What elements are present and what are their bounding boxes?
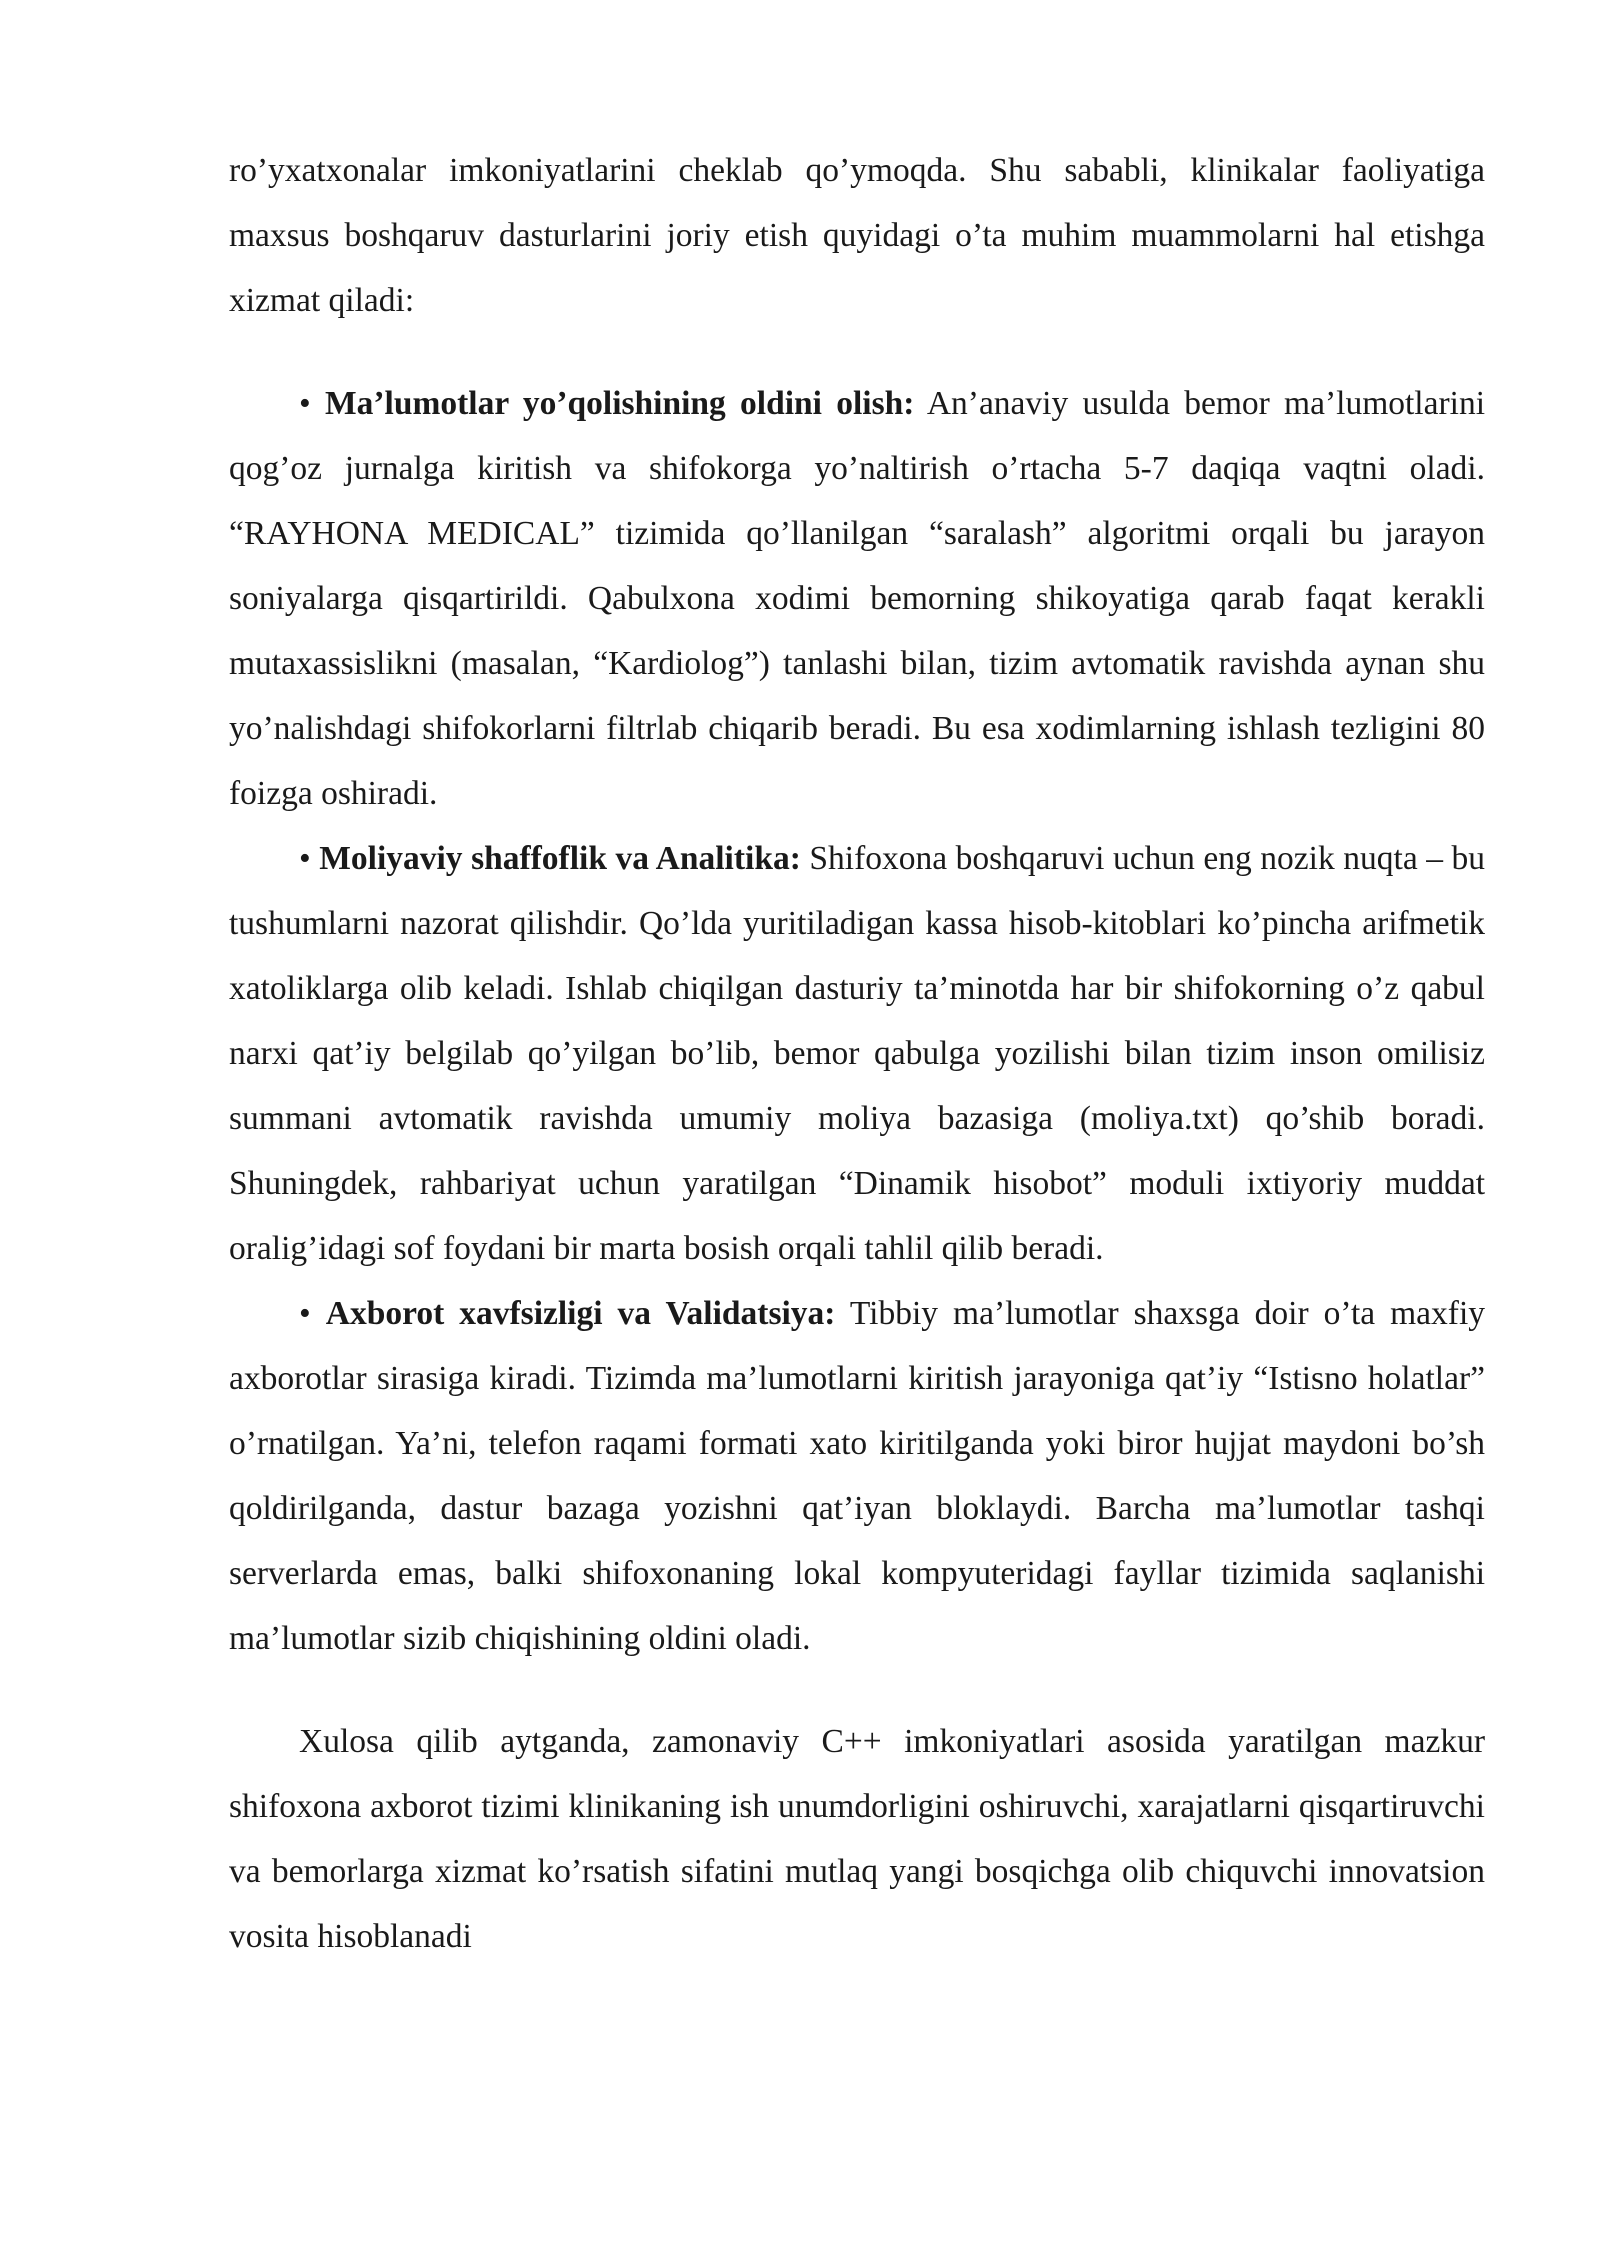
bullet-item-data-loss (229, 371, 1485, 826)
bullet-heading: Ma’lumotlar yo’qolishining oldini olish: (325, 385, 915, 422)
intro-paragraph: ro’yxatxonalar imkoniyatlarini cheklab qo’ymoqda. Shu sababli, klinikalar faoliyatiga maxsus boshqaruv dasturlarini joriy etish quyidagi o’ta muhim muammolarni hal etishga xizmat qiladi: (229, 152, 1485, 319)
conclusion-paragraph: Xulosa qilib aytganda, zamonaviy C++ imkoniyatlari asosida yaratilgan mazkur shifoxona axborot tizimi klinikaning ish unumdorligini oshiruvchi, xarajatlarni qisqartiruvchi va bemorlarga xizmat ko’rsatish sifatini mutlaq yangi bosqichga olib chiquvchi innovatsion vosita hisoblanadi (229, 1723, 1485, 1955)
bullet-heading: Axborot xavfsizligi va Validatsiya: (325, 1295, 836, 1332)
bullet-text: Tibbiy ma’lumotlar shaxsga doir o’ta maxfiy axborotlar sirasiga kiradi. Tizimda ma’lumotlarni kiritish jarayoniga qat’iy “Istisno holatlar” o’rnatilgan. Ya’ni, telefon raqami formati xato kiritilganda yoki biror hujjat maydoni bo’sh qoldirilganda, dastur bazaga yozishni qat’iyan bloklaydi. Barcha ma’lumotlar tashqi serverlarda emas, balki shifoxonaning lokal kompyuteridagi fayllar tizimida saqlanishi ma’lumotlar sizib chiqishining oldini oladi. (229, 1295, 1486, 1657)
bullet-heading: Moliyaviy shaffoflik va Analitika: (319, 840, 801, 877)
bullet-text: An’anaviy usulda bemor ma’lumotlarini qog’oz jurnalga kiritish va shifokorga yo’naltirish o’rtacha 5-7 daqiqa vaqtni oladi. “RAYHONA MEDICAL” tizimida qo’llanilgan “saralash” algoritmi orqali bu jarayon soniyalarga qisqartirildi. Qabulxona xodimi bemorning shikoyatiga qarab faqat kerakli mutaxassislikni (masalan, “Kardiolog”) tanlashi bilan, tizim avtomatik ravishda aynan shu yo’nalishdagi shifokorlarni filtrlab chiqarib beradi. Bu esa xodimlarning ishlash tezligini 80 foizga oshiradi. (229, 385, 1486, 812)
paragraph-spacer (229, 333, 1485, 371)
bullet-text: Shifoxona boshqaruvi uchun eng nozik nuqta – bu tushumlarni nazorat qilishdir. Qo’lda yuritiladigan kassa hisob-kitoblari ko’pincha arifmetik xatoliklarga olib keladi. Ishlab chiqilgan dasturiy ta’minotda har bir shifokorning o’z qabul narxi qat’iy belgilab qo’yilgan bo’lib, bemor qabulga yozilishi bilan tizim inson omilisiz summani avtomatik ravishda umumiy moliya bazasiga (moliya.txt) qo’shib boradi. Shuningdek, rahbariyat uchun yaratilgan “Dinamik hisobot” moduli ixtiyoriy muddat oralig’idagi sof foydani bir marta bosish orqali tahlil qilib beradi. (229, 840, 1485, 1267)
document-body (229, 138, 1485, 1969)
paragraph-spacer (229, 1671, 1485, 1709)
bullet-symbol: • (299, 840, 311, 877)
bullet-symbol: • (299, 385, 311, 422)
bullet-item-finance (229, 826, 1485, 1281)
bullet-item-security (229, 1281, 1485, 1671)
bullet-symbol: • (299, 1295, 311, 1332)
